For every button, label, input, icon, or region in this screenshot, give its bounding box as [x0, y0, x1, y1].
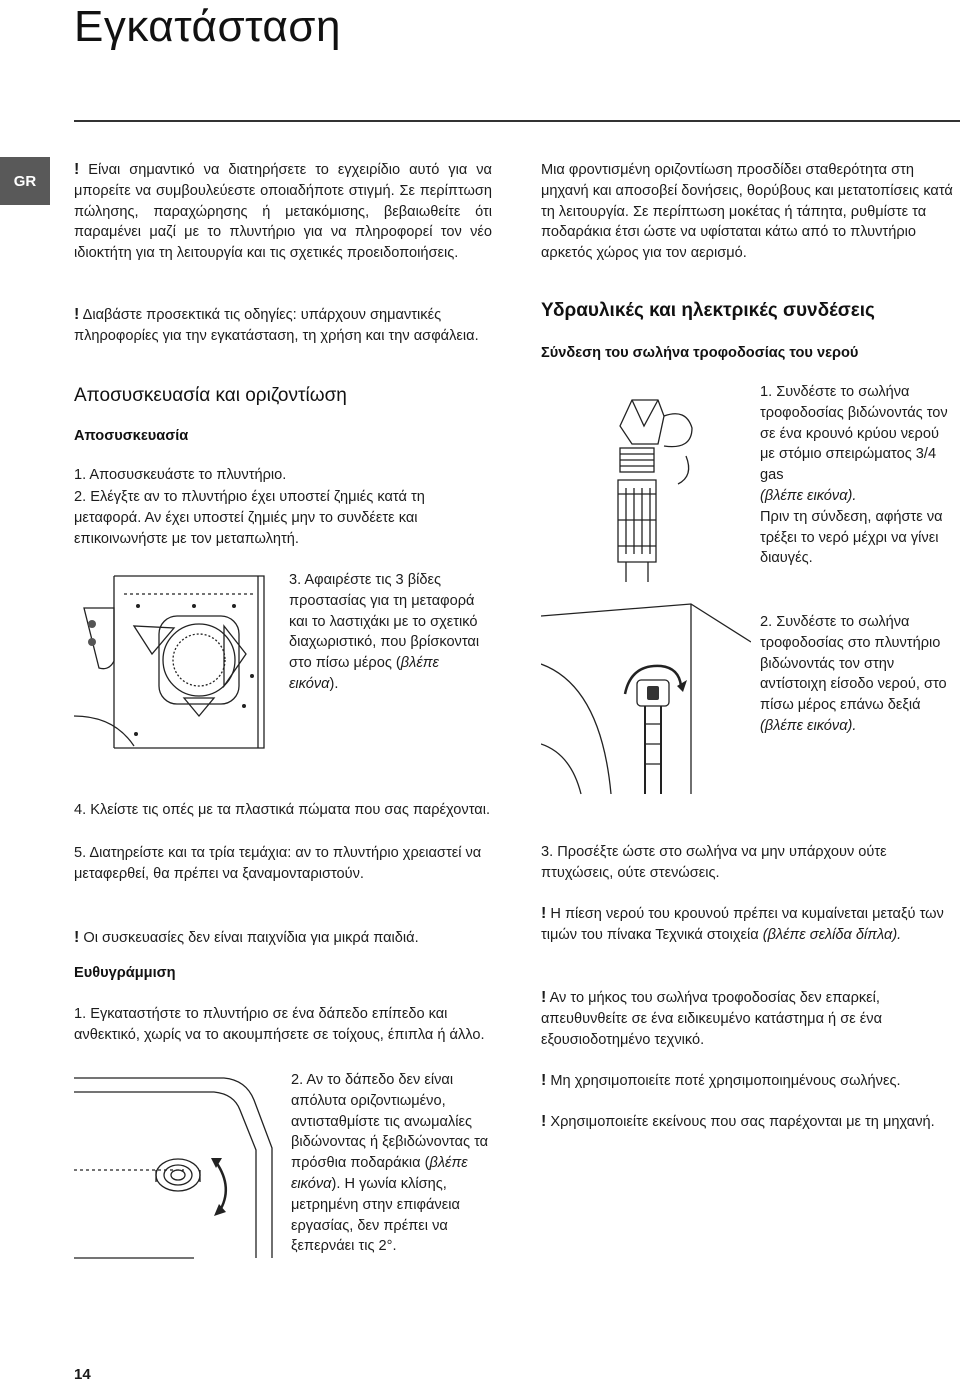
level-step-2: 2. Αν το δάπεδο δεν είναι απόλυτα οριζοντιωμένο, αντισταθμίστε τις ανωμαλίες βιδώνοντας ή ξεβιδώνοντας τα πρόσθια ποδαράκια (βλέπε εικόνα). Η γωνία κλίσης, μετρημένη στην επιφάνεια εργασίας, δεν πρέπει να ξεπερνάει τις 2°. — [291, 1072, 489, 1255]
header-rule — [74, 120, 960, 122]
unpack-step-2: 2. Ελέγξτε αν το πλυντήριο έχει υποστεί ζημιές κατά τη μεταφορά. Αν έχει υποστεί ζημιές μην το συνδέετε και επικοινωνήστε με τον μεταπωλητή. — [74, 489, 425, 547]
hose-step-3: 3. Προσέξτε ώστε στο σωλήνα να μην υπάρχουν ούτε πτυχώσεις, ούτε στενώσεις. — [541, 844, 887, 881]
unpack-step-3: 3. Αφαιρέστε τις 3 βίδες προστασίας για τη μεταφορά και το λαστιχάκι με το σχετικό διαχωριστικό, που βρίσκονται στο πίσω μέρος (βλέπε εικόνα). — [289, 572, 480, 692]
used-hoses-warning: ! Μη χρησιμοποιείτε ποτέ χρησιμοποιημένους σωλήνες. — [541, 1072, 901, 1089]
intro-note-1: ! Είναι σημαντικό να διατηρήσετε το εγχειρίδιο αυτό για να μπορείτε να συμβουλεύεστε οποιαδήποτε στιγμή. Σε περίπτωση πώλησης, παραχώρησης ή μετακόμισης, βεβαιωθείτε ότι παραμένει μαζί με το πλυντήριο για να πληροφορεί τον νέο ιδιοκτήτη για τη λειτουργία και τις σχετικές προειδοποιήσεις. — [74, 161, 492, 262]
unpack-step-5: 5. Διατηρείστε και τα τρία τεμάχια: αν το πλυντήριο χρειαστεί να μεταφερθεί, θα πρέπει να ξαναμονταριστούν. — [74, 845, 482, 882]
unpack-step-1: 1. Αποσυσκευάστε το πλυντήριο. — [74, 467, 287, 483]
page-number: 14 — [74, 1366, 91, 1383]
levelling-subheading: Ευθυγράμμιση — [74, 965, 176, 981]
levelling-intro: Μια φροντισμένη οριζοντίωση προσδίδει σταθερότητα στη μηχανή και αποσοβεί δονήσεις, θορύβους και μετατοπίσεις κατά τη λειτουργία. Σε περίπτωση μοκέτας ή τάπητα, ρυθμίστε τα ποδαράκια έτσι ώστε να υφίσταται κάτω από το πλυντήριο αρκετός χώρος για τον αερισμό. — [541, 162, 953, 262]
water-inlet-connection-figure — [541, 594, 751, 800]
back-of-washer-screws-figure — [74, 566, 274, 762]
levelling-feet-figure — [74, 1070, 284, 1266]
packaging-warning: ! Οι συσκευασίες δεν είναι παιχνίδια για μικρά παιδιά. — [74, 929, 419, 946]
hose-length-warning: ! Αν το μήκος του σωλήνα τροφοδοσίας δεν επαρκεί, απευθυνθείτε σε ένα ειδικευμένο κατάστημα ή σε ένα εξουσιοδοτημένο τεχνικό. — [541, 989, 883, 1048]
water-hose-subheading: Σύνδεση του σωλήνα τροφοδοσίας του νερού — [541, 345, 859, 361]
pressure-warning: ! Η πίεση νερού του κρουνού πρέπει να κυμαίνεται μεταξύ των τιμών του πίνακα Τεχνικά στοιχεία (βλέπε σελίδα δίπλα). — [541, 905, 944, 943]
connections-heading: Υδραυλικές και ηλεκτρικές συνδέσεις — [541, 300, 875, 321]
page-title: Εγκατάσταση — [74, 2, 341, 51]
supplied-hoses-note: ! Χρησιμοποιείτε εκείνους που σας παρέχονται με τη μηχανή. — [541, 1113, 935, 1130]
unpacking-heading: Αποσυσκευασία και οριζοντίωση — [74, 385, 347, 406]
level-step-1: 1. Εγκαταστήστε το πλυντήριο σε ένα δάπεδο επίπεδο και ανθεκτικό, χωρίς να το ακουμπήσετε σε τοίχους, έπιπλα ή άλλο. — [74, 1006, 485, 1043]
faucet-connection-figure — [600, 386, 720, 582]
hose-step-2: 2. Συνδέστε το σωλήνα τροφοδοσίας στο πλυντήριο βιδώνοντάς τον στην αντίστοιχη είσοδο νερού, στο πίσω μέρος επάνω δεξιά (βλέπε εικόνα). — [760, 614, 947, 734]
unpacking-subheading: Αποσυσκευασία — [74, 428, 189, 444]
unpack-step-4: 4. Κλείστε τις οπές με τα πλαστικά πώματα που σας παρέχονται. — [74, 802, 491, 818]
hose-step-1: 1. Συνδέστε το σωλήνα τροφοδοσίας βιδώνοντάς τον σε ένα κρουνό κρύου νερού με στόμιο σπειρώματος 3/4 gas (βλέπε εικόνα). Πριν τη σύνδεση, αφήστε να τρέξει το νερό μέχρι να γίνει διαυγές. — [760, 384, 948, 567]
language-tab: GR — [0, 157, 50, 205]
intro-note-2: ! Διαβάστε προσεκτικά τις οδηγίες: υπάρχουν σημαντικές πληροφορίες για την εγκατάσταση, τη χρήση και την ασφάλεια. — [74, 306, 479, 344]
